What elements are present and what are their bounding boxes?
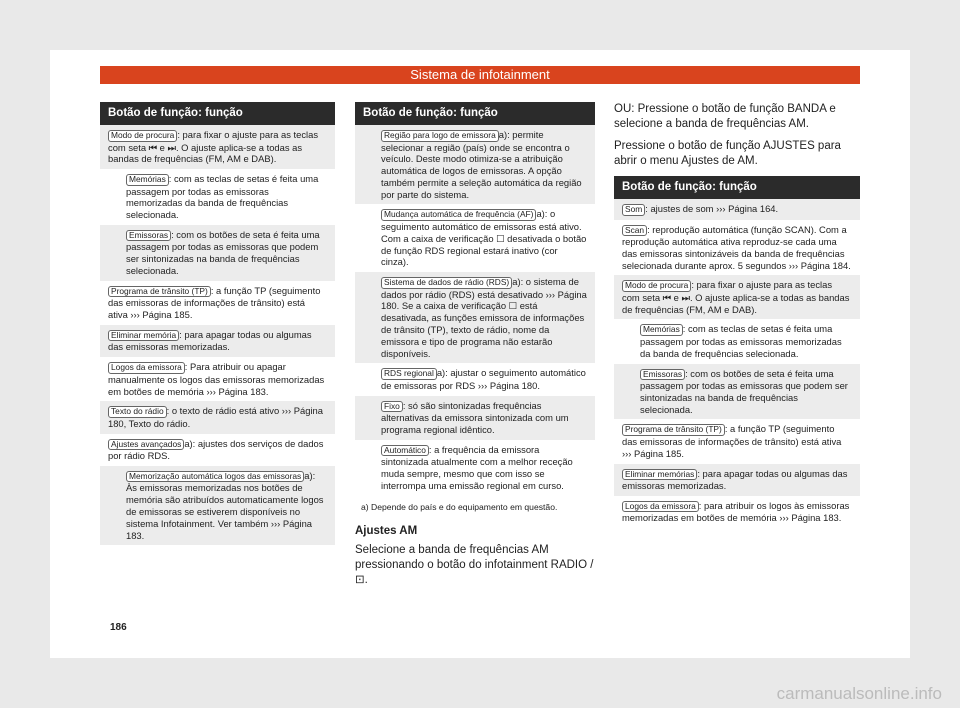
table-row — [100, 125, 335, 169]
row-description: a): o sistema de dados por rádio (RDS) está desativado ››› Página 180. Se a caixa de verificação ☐ está desativada, as funções emissora de informações de trânsito (TP), texto de rádio, nome da emissora e tipo de programa não estarão disponíveis. — [381, 276, 587, 359]
function-button-label: Memórias — [640, 324, 683, 336]
table-row — [100, 434, 335, 466]
function-button-label: Região para logo de emissora — [381, 130, 499, 142]
table-row — [614, 220, 860, 276]
table-row — [355, 125, 595, 204]
function-button-label: Modo de procura — [108, 130, 177, 142]
row-description: : o texto de rádio está ativo ››› Página 180, Texto do rádio. — [108, 405, 323, 429]
section-body: Selecione a banda de frequências AM pressionando o botão do infotainment RADIO / ⊡. — [355, 544, 594, 587]
table-row — [614, 496, 860, 528]
table-row — [614, 275, 860, 319]
row-description: : a função TP (seguimento das emissoras de informações de trânsito) está ativa ››› Página 185. — [622, 423, 842, 459]
table-row — [355, 204, 595, 272]
table-header: Botão de função: função — [355, 102, 595, 125]
row-description: : para apagar todas ou algumas das emissoras memorizadas. — [108, 328, 312, 353]
row-description: : para fixar o ajuste para as teclas com seta ⏮ e ⏭. O ajuste aplica-se a todas as bandas de frequências (FM, AM e DAB). — [108, 129, 319, 165]
row-description: a): permite selecionar a região (país) onde se encontra o veículo. Deste modo otimiza-se a atribuição automática de logos de emissoras. A opção também permite a seleção automática da região por parte do sistema. — [381, 129, 582, 200]
function-button-label: Fixo — [381, 401, 403, 413]
function-button-label: Memórias — [126, 174, 169, 186]
row-description: : para fixar o ajuste para as teclas com seta ⏮ e ⏭. O ajuste aplica-se a todas as bandas de frequências (FM, AM e DAB). — [622, 279, 850, 315]
column-3 — [614, 102, 860, 528]
function-button-label: Logos da emissora — [622, 501, 699, 513]
table-header: Botão de função: função — [100, 102, 335, 125]
function-button-label: Modo de procura — [622, 280, 691, 292]
table-header: Botão de função: função — [614, 176, 860, 199]
table-row — [100, 225, 335, 281]
function-button-label: Sistema de dados de rádio (RDS) — [381, 277, 512, 289]
intro — [614, 102, 860, 169]
function-button-label: Eliminar memórias — [622, 469, 697, 481]
footnote: a) Depende do país e do equipamento em questão. — [361, 501, 558, 512]
row-description: a): ajustar o seguimento automático de emissoras por RDS ››› Página 180. — [381, 367, 586, 391]
manual-page — [50, 50, 910, 658]
table-row — [100, 281, 335, 325]
row-description: : a frequência da emissora sintonizada atualmente com a melhor receção muda sempre, mesmo que com isso se interrompa uma emissão regional em curso. — [381, 443, 573, 491]
table-row — [614, 419, 860, 463]
page-header: Sistema de infotainment — [100, 66, 860, 84]
row-description: : com as teclas de setas é feita uma passagem por todas as emissoras memorizadas da banda de frequências selecionada. — [640, 323, 842, 359]
row-description: : para atribuir os logos às emissoras memorizadas em botões de memória ››› Página 183. — [622, 499, 850, 524]
table-row — [614, 364, 860, 420]
table-row — [100, 169, 335, 225]
table-row — [614, 464, 860, 496]
function-button-label: Programa de trânsito (TP) — [108, 286, 211, 298]
table-row — [355, 396, 595, 440]
function-button-label: Programa de trânsito (TP) — [622, 424, 725, 436]
function-button-label: Mudança automática de frequência (AF) — [381, 209, 536, 221]
function-button-label: Automático — [381, 445, 429, 457]
intro-paragraph-1: OU: Pressione o botão de função BANDA e selecione a banda de frequências AM. — [614, 103, 836, 130]
row-description: a): ajustes dos serviços de dados por rádio RDS. — [108, 437, 324, 462]
row-description: : com as teclas de setas é feita uma passagem por todas as emissoras memorizadas da banda de frequências selecionada. — [126, 173, 319, 221]
row-description: : com os botões de seta é feita uma passagem por todas as emissoras que podem ser sintonizadas na banda de frequências selecionada. — [640, 367, 848, 415]
row-description: : a função TP (seguimento das emissoras de informações de trânsito) está ativa ››› Página 185. — [108, 284, 321, 321]
row-description: a): Às emissoras memorizadas nos botões de memória são atribuídos automaticamente logos de emissoras se estiverem disponíveis no sistema Infotainment. Ver também ››› Página 183. — [126, 469, 324, 541]
row-description: : ajustes de som ››› Página 164. — [645, 203, 779, 214]
section-title: Ajustes AM — [355, 524, 418, 537]
function-button-label: Emissoras — [640, 369, 685, 381]
table-row — [100, 357, 335, 401]
function-button-label: Som — [622, 204, 645, 216]
table-row — [614, 199, 860, 220]
row-description: : com os botões de seta é feita uma passagem por todas as emissoras que podem ser sintonizadas na banda de frequências selecionada. — [126, 228, 320, 277]
column-2 — [355, 102, 595, 588]
function-button-label: Texto do rádio — [108, 406, 167, 418]
watermark: carmanualsonline.info — [776, 684, 942, 703]
table-row — [355, 363, 595, 395]
row-description: : para apagar todas ou algumas das emissoras memorizadas. — [622, 467, 848, 492]
table-row — [355, 440, 595, 496]
row-description: : reprodução automática (função SCAN). Com a reprodução automática ativa reproduz-se cada uma das emissoras sintonizáveis da banda de frequências selecionada durante aprox. 5 segundos ››› Página 184. — [622, 223, 851, 271]
row-description: : só são sintonizadas frequências alternativas da emissora sintonizada com um programa regional idêntico. — [381, 399, 569, 436]
row-description: a): o seguimento automático de emissoras está ativo. Com a caixa de verificação ☐ desativada o botão de função RDS regional estará inativo (cor cinza). — [381, 208, 587, 268]
function-button-label: Scan — [622, 225, 647, 237]
function-button-label: Emissoras — [126, 230, 171, 242]
table-row — [614, 319, 860, 363]
column-1 — [100, 102, 335, 545]
function-button-label: Logos da emissora — [108, 362, 185, 374]
function-button-label: RDS regional — [381, 368, 437, 380]
page-number: 186 — [110, 622, 127, 633]
row-description: : Para atribuir ou apagar manualmente os logos das emissoras memorizadas em botões de memória ››› Página 183. — [108, 361, 325, 397]
table-row — [100, 466, 335, 545]
table-row — [100, 325, 335, 357]
table-row — [355, 272, 595, 363]
function-button-label: Eliminar memória — [108, 330, 179, 342]
function-button-label: Ajustes avançados — [108, 439, 184, 451]
intro-paragraph-2: Pressione o botão de função AJUSTES para abrir o menu Ajustes de AM. — [614, 140, 841, 167]
function-button-label: Memorização automática logos das emissoras — [126, 471, 304, 483]
table-row — [100, 401, 335, 433]
